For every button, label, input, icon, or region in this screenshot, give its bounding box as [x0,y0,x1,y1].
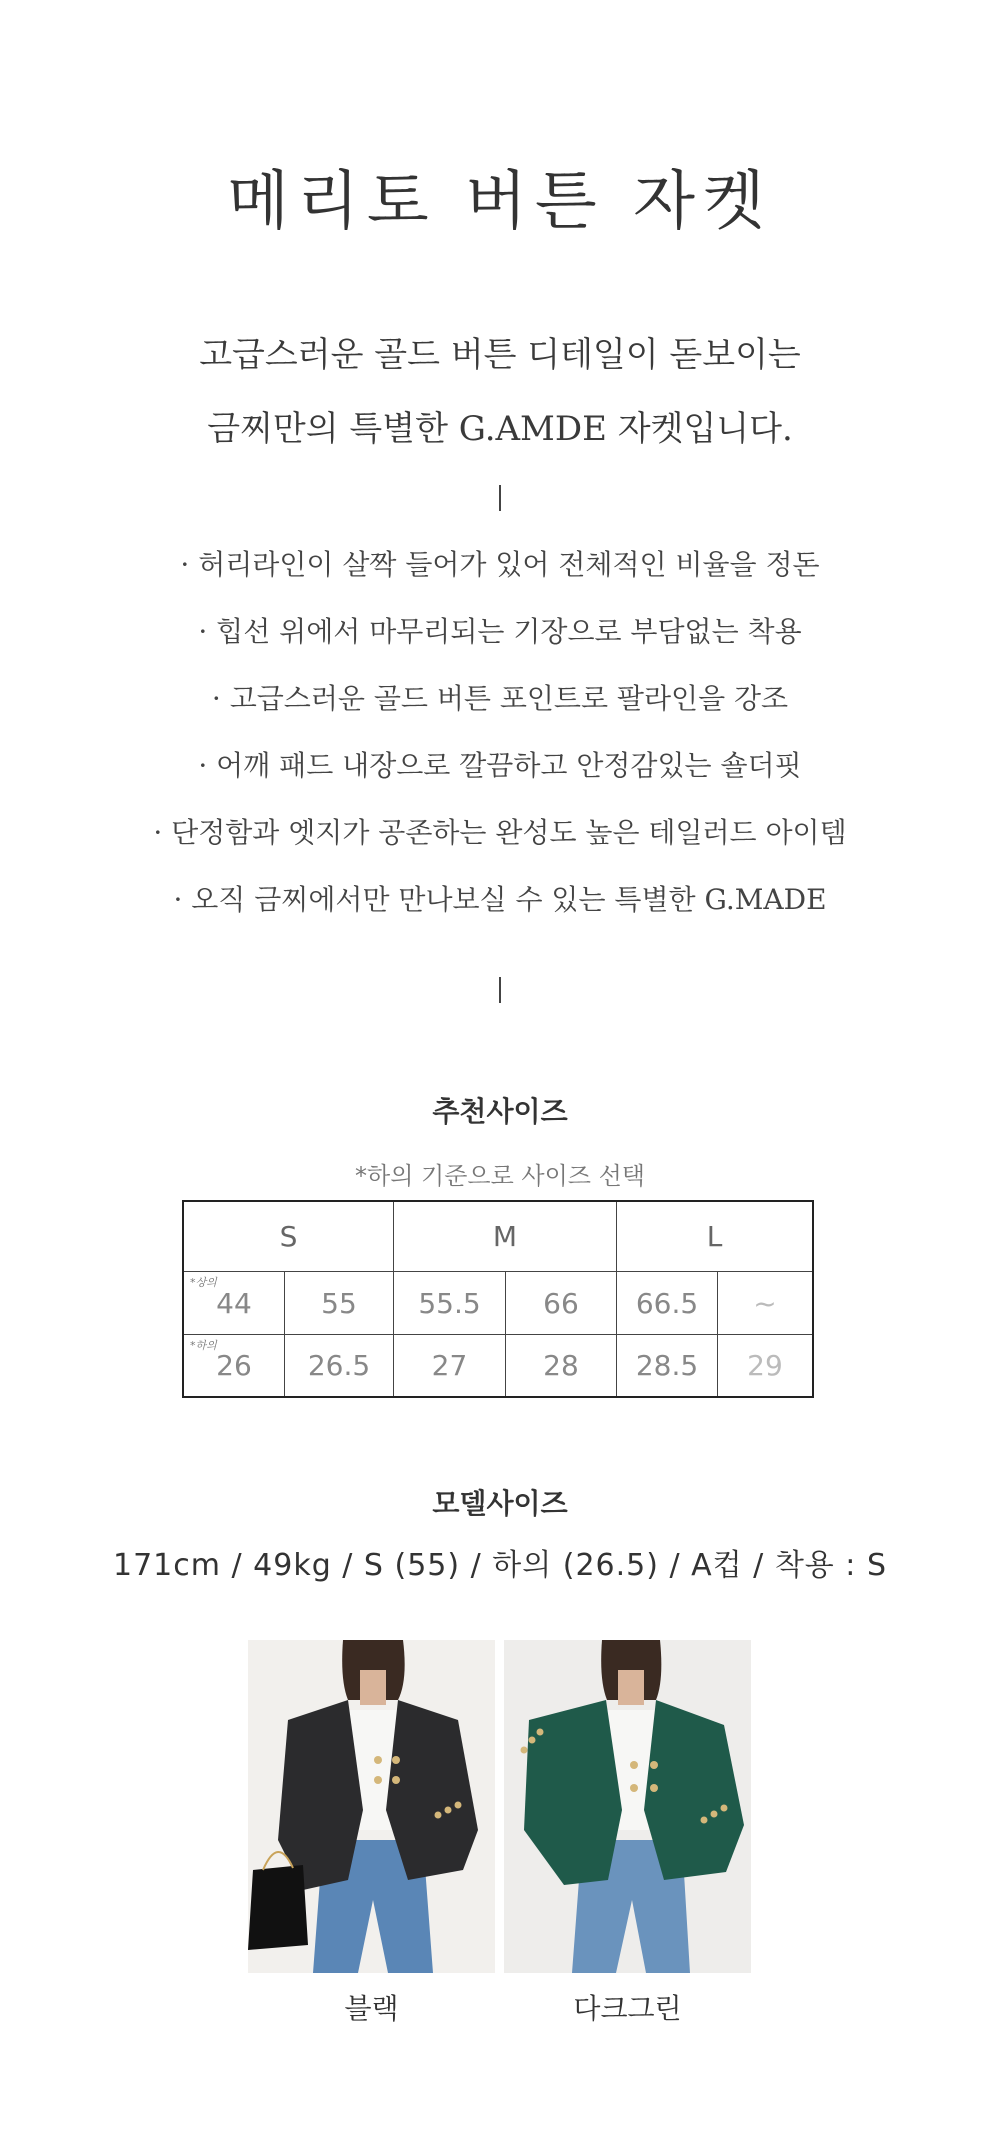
divider-bottom [499,977,501,1003]
feature-item: · 어깨 패드 내장으로 깔끔하고 안정감있는 숄더핏 [198,749,802,782]
bottom-size-cell: 28 [506,1335,617,1397]
product-title: 메리토 버튼 자켓 [227,165,773,239]
feature-item: · 힙선 위에서 마무리되는 기장으로 부담없는 착용 [198,615,802,648]
color-caption-black: 블랙 [344,1992,399,2025]
feature-item: · 고급스러운 골드 버튼 포인트로 팔라인을 강조 [211,682,789,715]
product-photo-black [248,1640,495,1973]
size-header-s: S [183,1201,394,1271]
top-tag: *상의 [190,1275,217,1289]
bottom-size-cell: *하의 26 [183,1335,285,1397]
product-intro [0,318,1000,466]
top-size-cell: 66.5 [617,1271,718,1335]
feature-item: · 단정함과 엣지가 공존하는 완성도 높은 테일러드 아이템 [153,816,847,849]
top-size-cell: *상의 44 [183,1271,285,1335]
feature-item: · 오직 금찌에서만 만나보실 수 있는 특별한 G.MADE [173,883,827,916]
size-table [182,1200,814,1398]
feature-item: · 허리라인이 살짝 들어가 있어 전체적인 비율을 정돈 [180,548,820,581]
top-size-cell: ~ [718,1271,814,1335]
model-info: 171cm / 49kg / S (55) / 하의 (26.5) / A컵 / 착용 : S [112,1548,887,1583]
color-caption-darkgreen: 다크그린 [573,1992,682,2025]
product-photo-darkgreen [504,1640,751,1973]
model-section-title: 모델사이즈 [432,1487,568,1520]
intro-line-2: 금찌만의 특별한 G.AMDE 자켓입니다. [207,409,793,449]
size-note: *하의 기준으로 사이즈 선택 [355,1162,645,1190]
top-size-cell: 55.5 [394,1271,506,1335]
top-size-cell: 55 [285,1271,394,1335]
bottom-size-cell: 27 [394,1335,506,1397]
size-section-title: 추천사이즈 [432,1095,568,1128]
intro-line-1: 고급스러운 골드 버튼 디테일이 돋보이는 [199,335,801,375]
size-header-m: M [394,1201,617,1271]
feature-list [0,540,1000,942]
bottom-size-cell: 28.5 [617,1335,718,1397]
bottom-tag: *하의 [190,1339,217,1353]
divider-top [499,485,501,511]
size-header-l: L [617,1201,814,1271]
bottom-size-cell: 29 [718,1335,814,1397]
top-size-cell: 66 [506,1271,617,1335]
bottom-size-cell: 26.5 [285,1335,394,1397]
